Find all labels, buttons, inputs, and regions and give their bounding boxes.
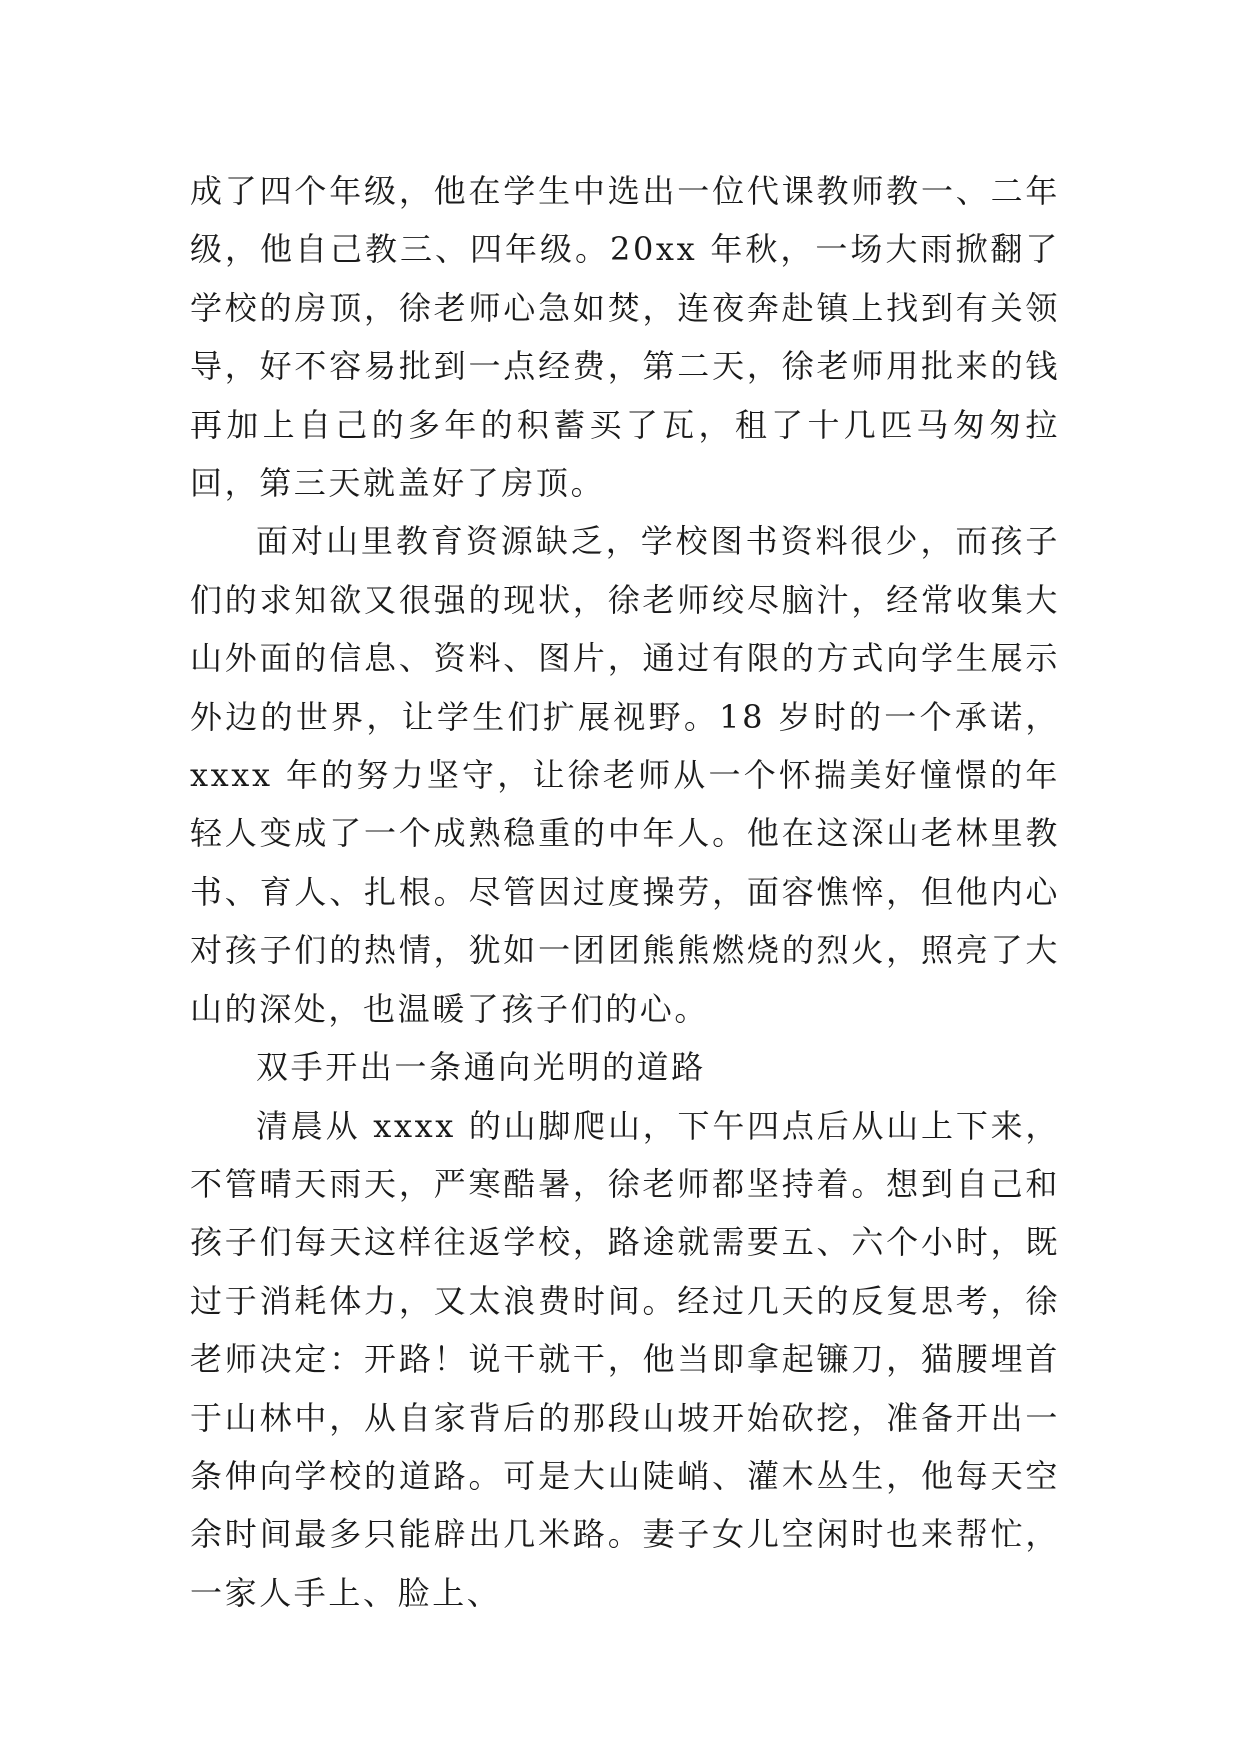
document-body — [190, 162, 1060, 1622]
paragraph-school-roof: 成了四个年级，他在学生中选出一位代课教师教一、二年级，他自己教三、四年级。20xx 年秋，一场大雨掀翻了学校的房顶，徐老师心急如焚，连夜奔赴镇上找到有关领导，好不容易批到一点经费，第二天，徐老师用批来的钱再加上自己的多年的积蓄买了瓦，租了十几匹马匆匆拉回，第三天就盖好了房顶。 — [190, 172, 1060, 503]
paragraph-road-building: 清晨从 xxxx 的山脚爬山，下午四点后从山上下来，不管晴天雨天，严寒酷暑，徐老师都坚持着。想到自己和孩子们每天这样往返学校，路途就需要五、六个小时，既过于消耗体力，又太浪费时间。经过几天的反复思考，徐老师决定：开路！说干就干，他当即拿起镰刀，猫腰埋首于山林中，从自家背后的那段山坡开始砍挖，准备开出一条伸向学校的道路。可是大山陡峭、灌木丛生，他每天空余时间最多只能辟出几米路。妻子女儿空闲时也来帮忙，一家人手上、脸上、 — [190, 1106, 1060, 1612]
paragraph-teacher-dedication: 面对山里教育资源缺乏，学校图书资料很少，而孩子们的求知欲又很强的现状，徐老师绞尽脑汁，经常收集大山外面的信息、资料、图片，通过有限的方式向学生展示外边的世界，让学生们扩展视野。18 岁时的一个承诺，xxxx 年的努力坚守，让徐老师从一个怀揣美好憧憬的年轻人变成了一个成熟稳重的中年人。他在这深山老林里教书、育人、扎根。尽管因过度操劳，面容憔悴，但他内心对孩子们的热情，犹如一团团熊熊燃烧的烈火，照亮了大山的深处，也温暖了孩子们的心。 — [190, 522, 1060, 1028]
section-heading: 双手开出一条通向光明的道路 — [256, 1048, 706, 1087]
